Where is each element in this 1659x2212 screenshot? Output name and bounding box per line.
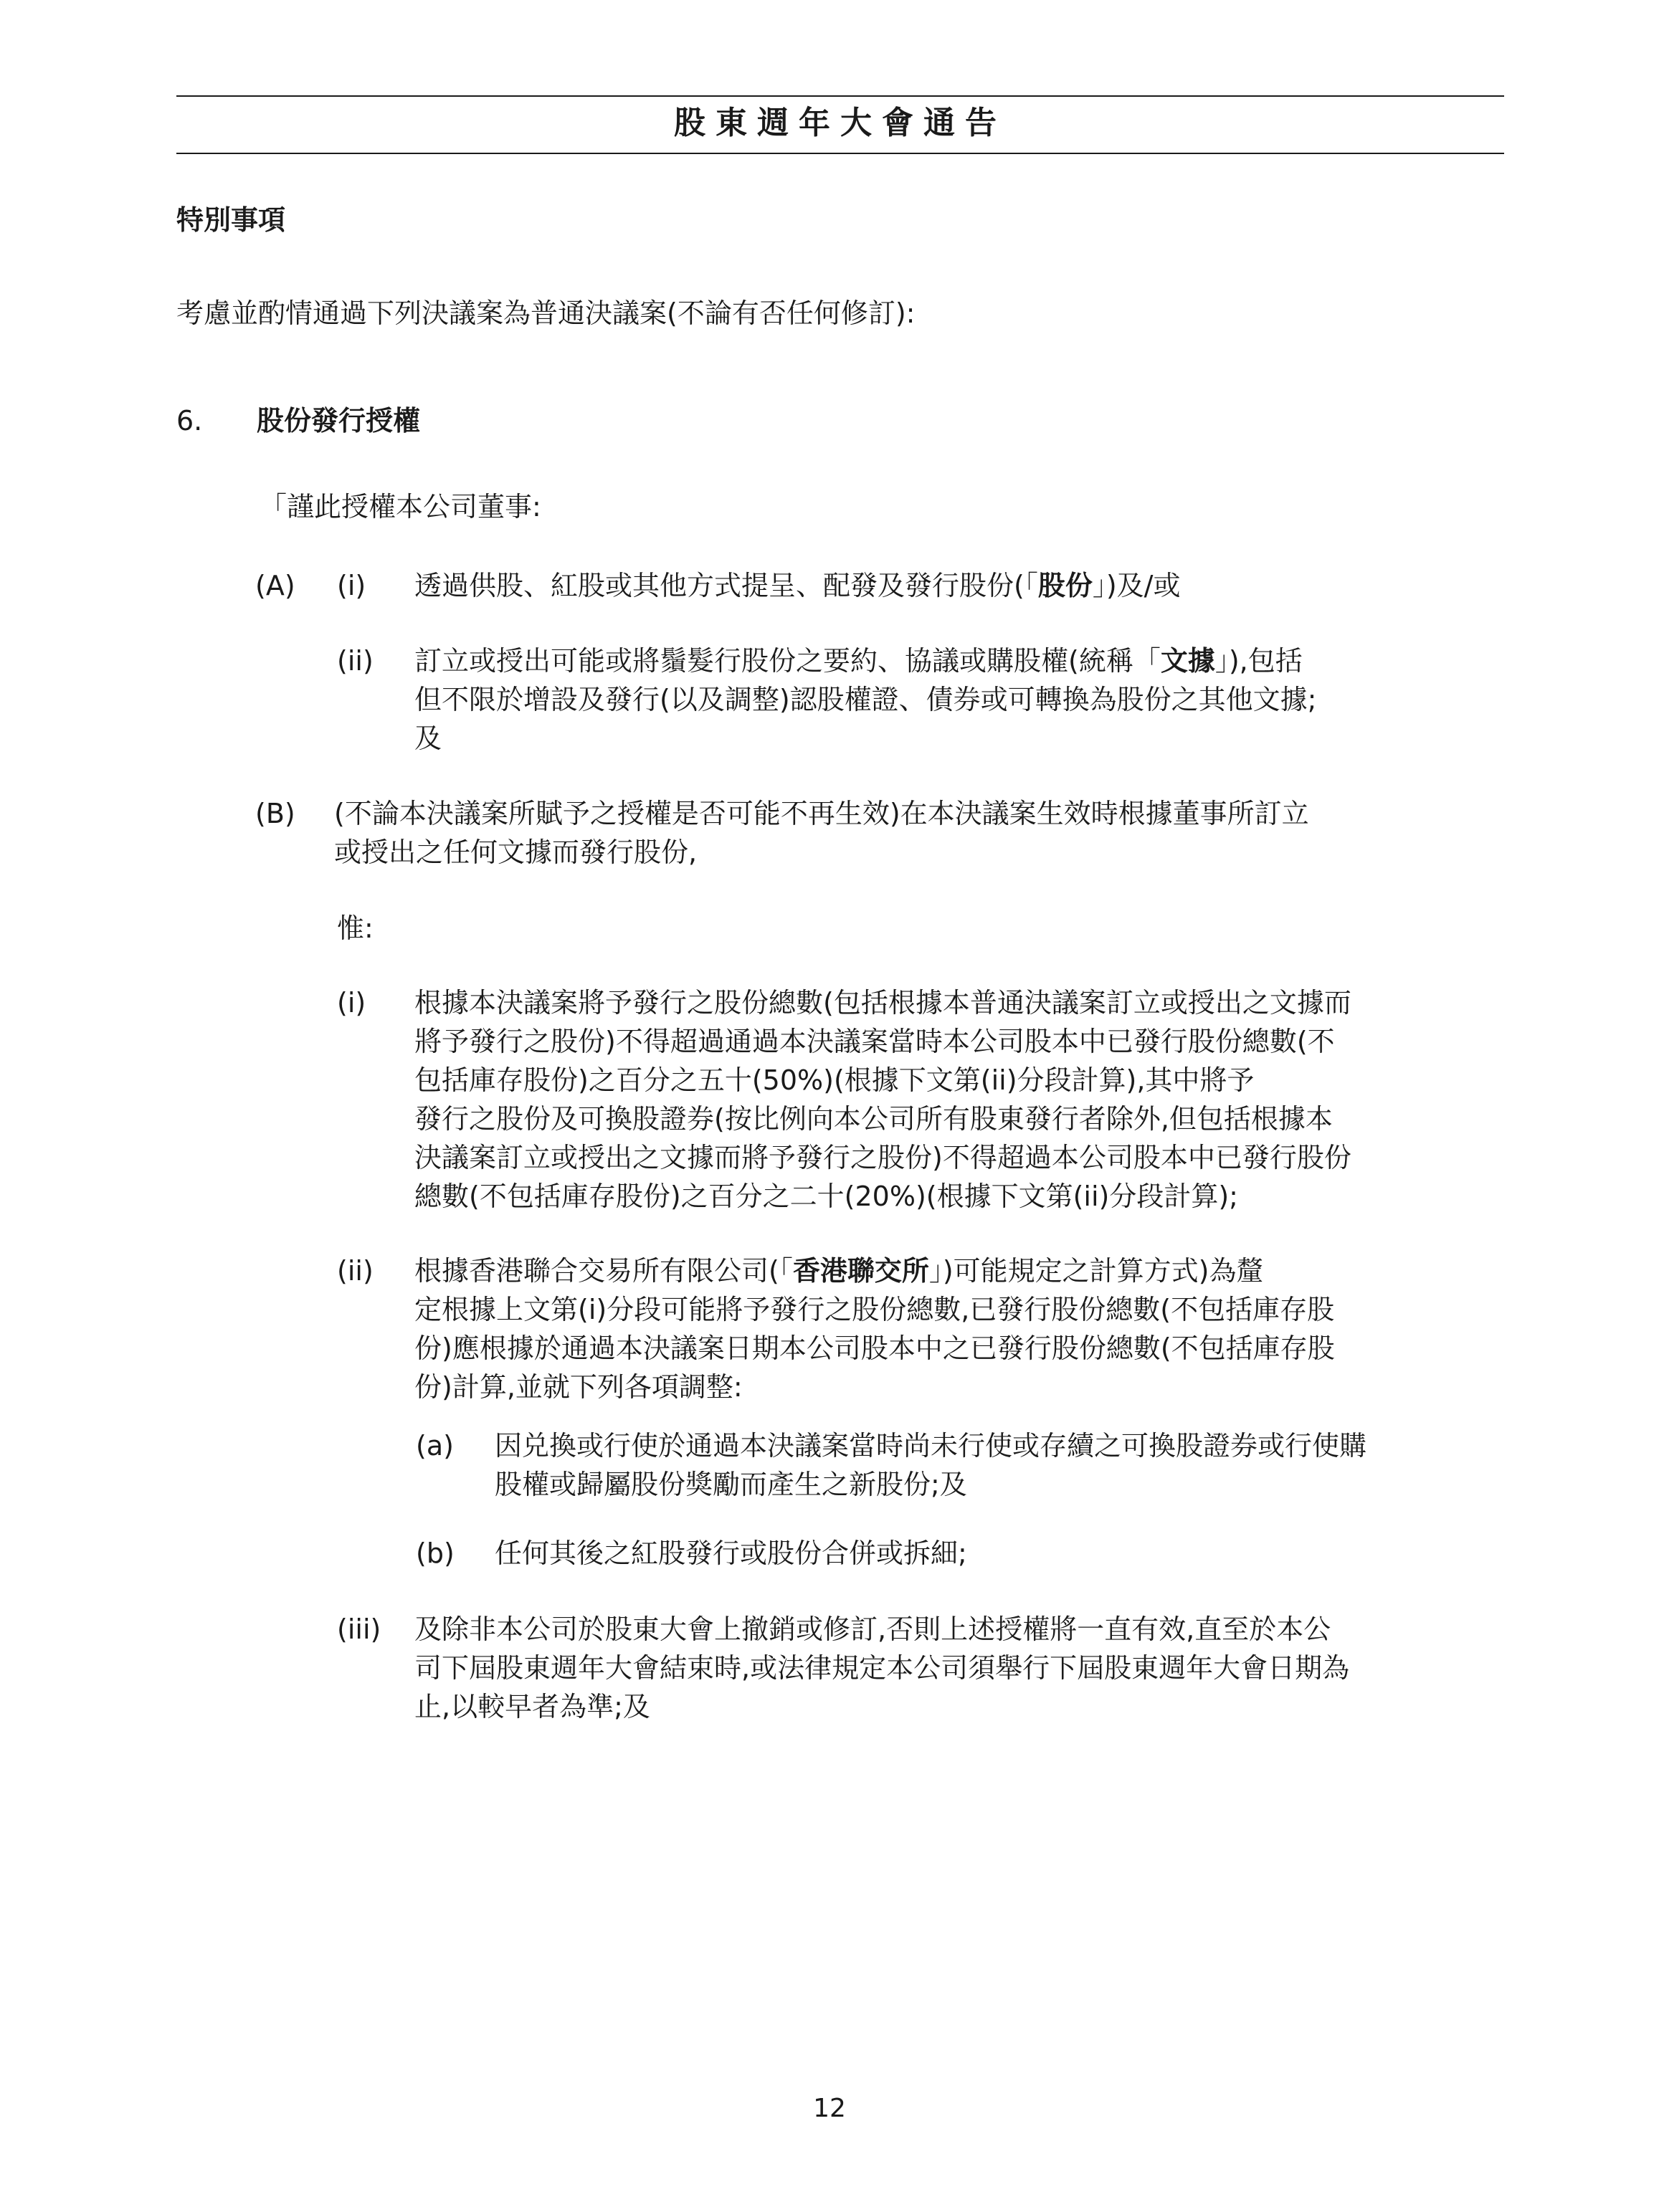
item-A-label: (A) xyxy=(255,570,295,601)
proviso-ii-line: 根據香港聯合交易所有限公司(「香港聯交所」)可能規定之計算方式)為釐 xyxy=(414,1255,1264,1287)
item-B-line: 或授出之任何文據而發行股份, xyxy=(334,836,698,868)
item-A-i-text: 透過供股、紅股或其他方式提呈、配發及發行股份(「股份」)及/或 xyxy=(414,570,1181,601)
proviso-i-line: 包括庫存股份)之百分之五十(50%)(根據下文第(ii)分段計算),其中將予 xyxy=(414,1064,1255,1096)
page-number: 12 xyxy=(813,2094,846,2123)
sub-b-text: 任何其後之紅股發行或股份合併或拆細; xyxy=(495,1538,967,1569)
proviso-iii-line: 止,以較早者為準;及 xyxy=(414,1691,650,1722)
resolution-title: 股份發行授權 xyxy=(257,405,421,437)
intro-text: 考慮並酌情通過下列決議案為普通決議案(不論有否任何修訂): xyxy=(176,297,916,329)
proviso-ii-line: 份)計算,並就下列各項調整: xyxy=(414,1371,743,1403)
item-A-ii-line: 但不限於增設及發行(以及調整)認股權證、債券或可轉換為股份之其他文據; xyxy=(414,684,1317,715)
sub-a-label: (a) xyxy=(416,1430,454,1462)
proviso-i-line: 將予發行之股份)不得超過通過本決議案當時本公司股本中已發行股份總數(不 xyxy=(414,1026,1335,1057)
proviso-i-label: (i) xyxy=(337,987,366,1019)
header-rule-top xyxy=(176,95,1504,97)
section-heading: 特別事項 xyxy=(176,204,286,236)
proviso-i-line: 決議案訂立或授出之文據而將予發行之股份)不得超過本公司股本中已發行股份 xyxy=(414,1142,1351,1173)
item-A-ii-label: (ii) xyxy=(337,645,374,677)
proviso-iii-line: 及除非本公司於股東大會上撤銷或修訂,否則上述授權將一直有效,直至於本公 xyxy=(414,1613,1331,1645)
item-B-label: (B) xyxy=(255,798,295,829)
proviso-i-line: 根據本決議案將予發行之股份總數(包括根據本普通決議案訂立或授出之文據而 xyxy=(414,987,1351,1019)
sub-a-line: 股權或歸屬股份獎勵而產生之新股份;及 xyxy=(495,1469,967,1500)
proviso-iii-label: (iii) xyxy=(337,1613,381,1645)
proviso-ii-line: 份)應根據於通過本決議案日期本公司股本中之已發行股份總數(不包括庫存股 xyxy=(414,1333,1335,1364)
proviso-ii-label: (ii) xyxy=(337,1255,374,1287)
proviso-text: 惟: xyxy=(337,912,374,944)
header-rule-bottom xyxy=(176,153,1504,154)
proviso-iii-line: 司下屆股東週年大會結束時,或法律規定本公司須舉行下屆股東週年大會日期為 xyxy=(414,1652,1350,1684)
proviso-ii-line: 定根據上文第(i)分段可能將予發行之股份總數,已發行股份總數(不包括庫存股 xyxy=(414,1294,1335,1325)
item-A-i-label: (i) xyxy=(337,570,366,601)
page-title: 股東週年大會通告 xyxy=(674,105,1007,141)
resolution-preamble: 「謹此授權本公司董事: xyxy=(260,491,541,523)
proviso-i-line: 發行之股份及可換股證券(按比例向本公司所有股東發行者除外,但包括根據本 xyxy=(414,1103,1333,1135)
item-A-ii-line: 及 xyxy=(414,723,442,754)
proviso-i-line: 總數(不包括庫存股份)之百分之二十(20%)(根據下文第(ii)分段計算); xyxy=(414,1181,1238,1212)
item-B-line: (不論本決議案所賦予之授權是否可能不再生效)在本決議案生效時根據董事所訂立 xyxy=(334,798,1309,829)
sub-b-label: (b) xyxy=(416,1538,455,1569)
item-A-ii-line: 訂立或授出可能或將鬚髮行股份之要約、協議或購股權(統稱「文據」),包括 xyxy=(414,645,1303,677)
resolution-number: 6. xyxy=(176,405,203,437)
sub-a-line: 因兑換或行使於通過本決議案當時尚未行使或存續之可換股證券或行使購 xyxy=(495,1430,1367,1462)
